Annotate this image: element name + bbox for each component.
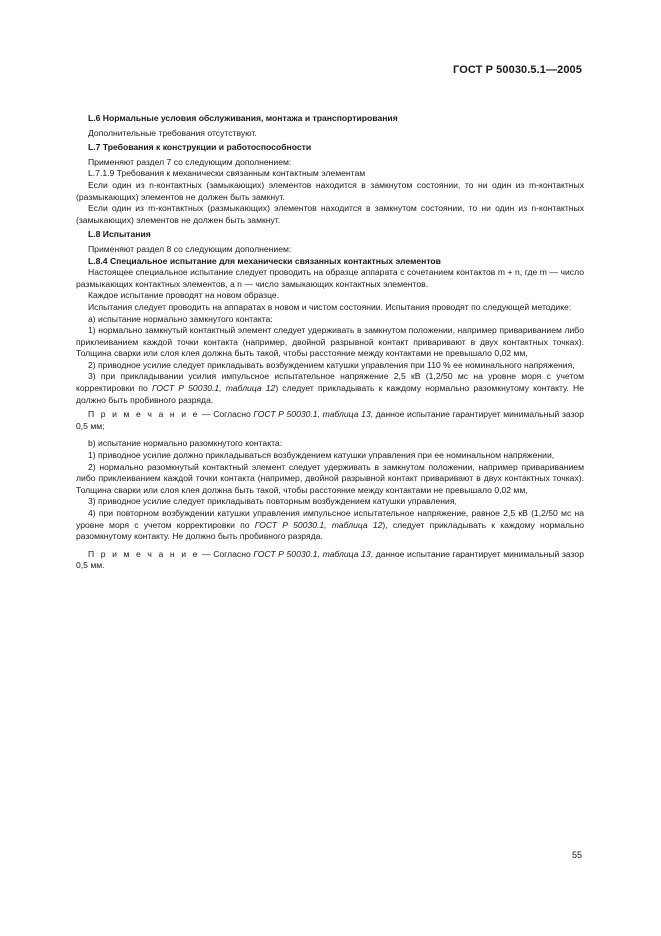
list-item-b: b) испытание нормально разомкнутого контакта: (88, 438, 283, 449)
document-code: ГОСТ Р 50030.5.1—2005 (453, 64, 582, 76)
subsection-heading-l719: L.7.1.9 Требования к механически связанным контактным элементам (88, 168, 366, 179)
list-item-b3: 3) приводное усилие следует прикладывать повторным возбуждением катушки управления, (88, 496, 457, 507)
subsection-heading-l84: L.8.4 Специальное испытание для механически связанных контактных элементов (88, 255, 441, 266)
list-item-b4: 4) при повторном возбуждении катушки управления импульсное испытательное напряжение, равное 2,5 кВ (1,2/50 мс на уровне моря с учетом корректировки по ГОСТ Р 50030.1, таблица 12), следует прикладывать к каждому нормально разомкнутому контакту. Не должно быть пробивного разряда. (76, 508, 584, 542)
reference: ГОСТ Р 50030.1, таблица 12 (254, 519, 383, 530)
reference: ГОСТ Р 50030.1, таблица 12 (151, 383, 276, 394)
section-heading-l6: L.6 Нормальные условия обслуживания, монтажа и транспортирования (88, 113, 398, 123)
note: П р и м е ч а н и е — Согласно ГОСТ Р 50030.1, таблица 13, данное испытание гарантирует минимальный зазор 0,5 мм; (76, 409, 584, 431)
paragraph: Применяют раздел 8 со следующим дополнением: (88, 243, 292, 254)
reference: ГОСТ Р 50030.1, таблица 13 (253, 409, 371, 420)
note-label: П р и м е ч а н и е (88, 548, 200, 559)
paragraph: Настоящее специальное испытание следует проводить на образце аппарата с сочетанием контактов m + n, где m — число размыкающих контактных элементов, а n — число замыкающих контактных элементов. (76, 267, 584, 289)
note: П р и м е ч а н и е — Согласно ГОСТ Р 50030.1, таблица 13, данное испытание гарантирует минимальный зазор 0,5 мм. (76, 548, 584, 571)
paragraph: Если один из m-контактных (размыкающих) элементов находится в замкнутом состоянии, то ни один из n-контактных (замыкающих) элементов не должен быть замкнут. (76, 203, 584, 225)
page-number: 55 (571, 850, 582, 860)
list-item-a3: 3) при прикладывании усилия импульсное испытательное напряжение 2,5 кВ (1,2/50 мс на уровне моря с учетом корректировки по ГОСТ Р 50030.1, таблица 12) следует прикладывать к каждому нормально разомкнутому контакту. Не должно быть пробивного разряда. (76, 371, 584, 405)
list-item-a1: 1) нормально замкнутый контактный элемент следует удерживать в замкнутом положении, например привариванием либо приклеиванием каждой точки контакта (например, двойной разрывной контакт приваривают в двух контактных точках). Толщина сварки или слоя клея должна быть такой, чтобы расстояние между контактами не превышало 0,02 мм, (76, 325, 584, 359)
note-label: П р и м е ч а н и е (88, 409, 200, 420)
section-heading-l7: L.7 Требования к конструкции и работоспособности (88, 142, 312, 153)
paragraph: Испытания следует проводить на аппаратах в новом и чистом состоянии. Испытания проводят по следующей методике: (88, 301, 572, 312)
list-item-a: a) испытание нормально замкнутого контакта: (88, 313, 273, 324)
list-item-b2: 2) нормально разомкнутый контактный элемент следует удерживать в замкнутом положении, например привариванием либо приклеиванием каждой точки контакта (например, двойной разрывной контакт приваривают в двух контактных точках). Толщина сварки или слоя клея должна быть такой, чтобы расстояние между контактами не превышало 0,02 мм, (76, 461, 584, 495)
section-heading-l8: L.8 Испытания (88, 229, 151, 240)
list-item-b1: 1) приводное усилие должно прикладываться возбуждением катушки управления при ее номинальном напряжении, (88, 450, 555, 461)
paragraph: Применяют раздел 7 со следующим дополнением: (88, 156, 292, 167)
document-body (76, 113, 584, 572)
list-item-a2: 2) приводное усилие следует прикладывать возбуждением катушки управления при 110 % ее номинального напряжения, (88, 359, 575, 370)
reference: ГОСТ Р 50030.1, таблица 13 (253, 548, 371, 559)
paragraph: Каждое испытание проводят на новом образце. (88, 290, 280, 301)
paragraph: Если один из n-контактных (замыкающих) элементов находится в замкнутом состоянии, то ни один из m-контактных (размыкающих) элементов не должен быть замкнут. (76, 179, 584, 202)
paragraph: Дополнительные требования отсутствуют. (88, 127, 257, 138)
